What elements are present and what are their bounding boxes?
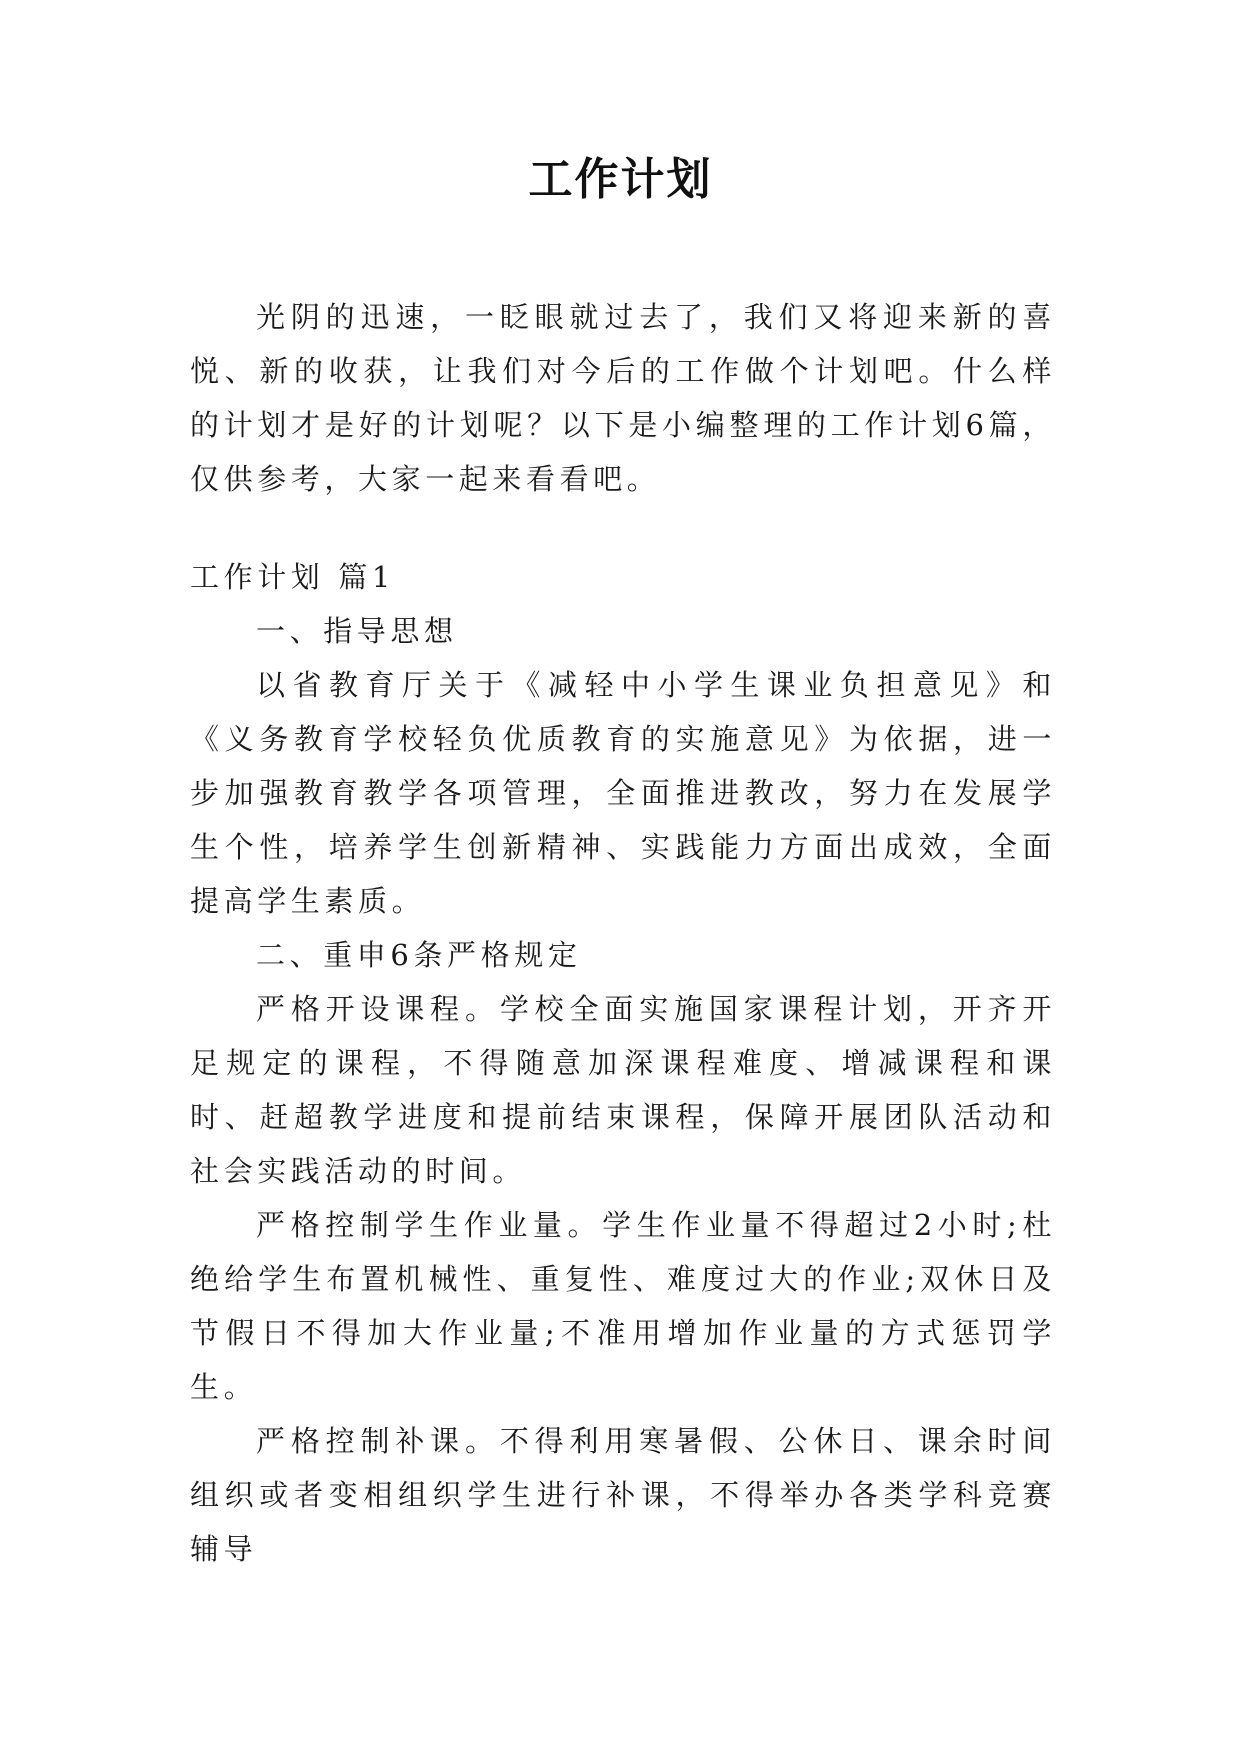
heading-six-rules: 二、重申6条严格规定 [256,938,582,972]
paragraph-homework: 严格控制学生作业量。学生作业量不得超过2小时;杜绝给学生布置机械性、重复性、难度过大的作业;双休日及节假日不得加大作业量;不准用增加作业量的方式惩罚学生。 [190,1208,1056,1404]
heading-guiding-ideology: 一、指导思想 [256,614,458,648]
intro-paragraph: 光阴的迅速，一眨眼就过去了，我们又将迎来新的喜悦、新的收获，让我们对今后的工作做个计划吧。什么样的计划才是好的计划呢？以下是小编整理的工作计划6篇，仅供参考，大家一起来看看吧。 [190,300,1056,496]
paragraph-guiding-ideology: 以省教育厅关于《减轻中小学生课业负担意见》和《义务教育学校轻负优质教育的实施意见》为依据，进一步加强教育教学各项管理，全面推进教改，努力在发展学生个性，培养学生创新精神、实践能力方面出成效，全面提高学生素质。 [190,668,1056,918]
paragraph-tutoring: 严格控制补课。不得利用寒暑假、公休日、课余时间组织或者变相组织学生进行补课，不得举办各类学科竞赛辅导 [190,1424,1056,1566]
document-body [190,290,1056,1576]
paragraph-courses: 严格开设课程。学校全面实施国家课程计划，开齐开足规定的课程，不得随意加深课程难度、增减课程和课时、赶超教学进度和提前结束课程，保障开展团队活动和社会实践活动的时间。 [190,992,1056,1188]
document-title: 工作计划 [528,154,713,205]
section-label: 工作计划 篇1 [190,560,395,594]
